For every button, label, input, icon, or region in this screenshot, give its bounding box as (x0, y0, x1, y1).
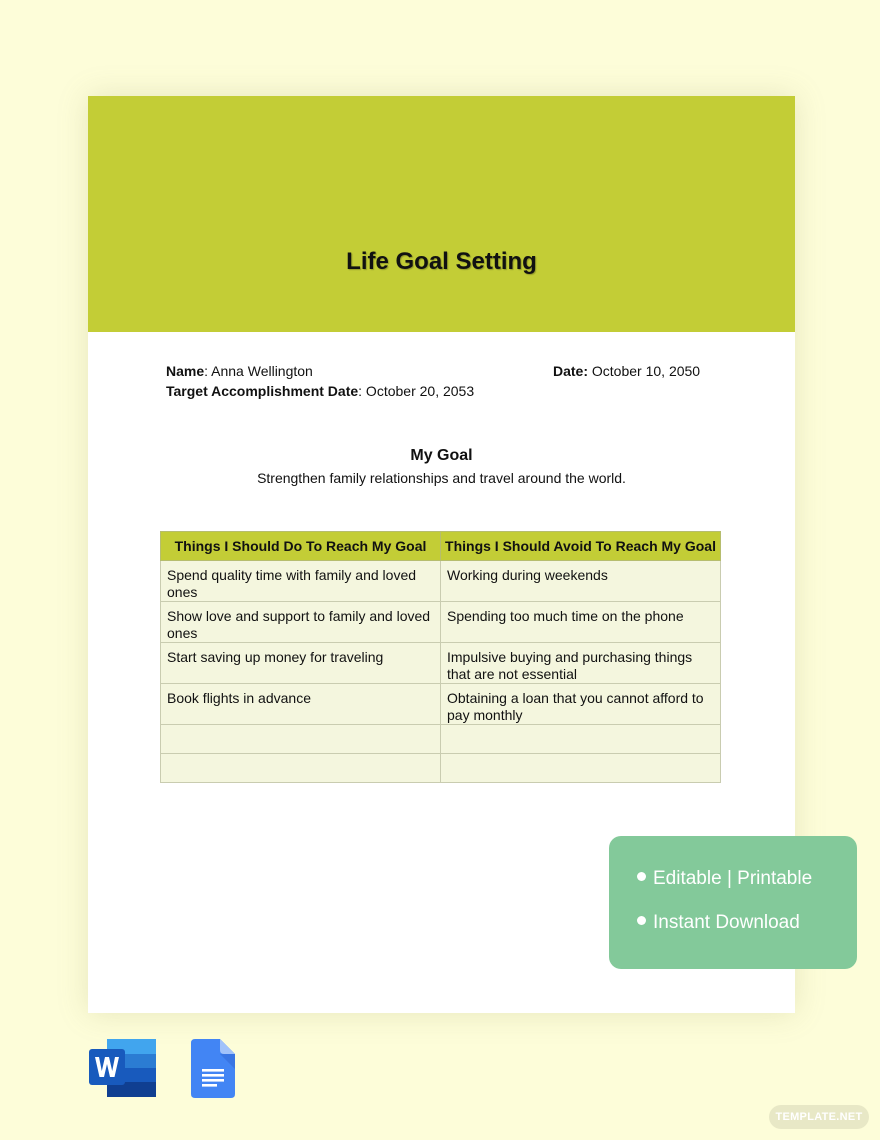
table-cell: Obtaining a loan that you cannot afford to pay monthly (441, 684, 721, 725)
date-line (553, 363, 700, 379)
target-date-line (166, 383, 474, 399)
bullet-icon (637, 916, 646, 925)
table-cell: Book flights in advance (161, 684, 441, 725)
table-cell (441, 754, 721, 783)
table-cell: Spend quality time with family and loved ones (161, 561, 441, 602)
template-watermark: TEMPLATE.NET (769, 1105, 869, 1129)
table-header-row (161, 532, 721, 561)
name-label: Name (166, 363, 205, 379)
table-row-empty (161, 754, 721, 783)
name-line (166, 363, 313, 379)
table-row (161, 684, 721, 725)
table-cell (441, 725, 721, 754)
goal-text: Strengthen family relationships and travel around the world. (257, 470, 626, 486)
date-label: Date: (553, 363, 589, 379)
table-cell: Show love and support to family and loved ones (161, 602, 441, 643)
header-do: Things I Should Do To Reach My Goal (161, 532, 441, 561)
target-date-value: : October 20, 2053 (358, 383, 475, 399)
google-docs-icon[interactable] (191, 1039, 235, 1098)
document-title: Life Goal Setting (346, 248, 537, 275)
feature-download (637, 912, 800, 934)
features-badge (609, 836, 857, 969)
feature-download-label: Instant Download (653, 912, 800, 933)
table-row (161, 561, 721, 602)
target-date-label: Target Accomplishment Date (166, 383, 359, 399)
table-cell: Working during weekends (441, 561, 721, 602)
table-row (161, 643, 721, 684)
bullet-icon (637, 872, 646, 881)
header-avoid: Things I Should Avoid To Reach My Goal (441, 532, 721, 561)
table-cell: Start saving up money for traveling (161, 643, 441, 684)
table-cell: Impulsive buying and purchasing things that are not essential (441, 643, 721, 684)
date-value: October 10, 2050 (588, 363, 701, 379)
title-banner (88, 96, 795, 332)
feature-editable (637, 868, 812, 890)
table-cell (161, 725, 441, 754)
goals-table (160, 531, 721, 783)
table-cell (161, 754, 441, 783)
feature-editable-label: Editable | Printable (653, 868, 813, 889)
table-cell: Spending too much time on the phone (441, 602, 721, 643)
table-row (161, 602, 721, 643)
microsoft-word-icon[interactable] (89, 1039, 156, 1097)
table-row-empty (161, 725, 721, 754)
name-value: : Anna Wellington (204, 363, 313, 379)
goal-heading: My Goal (410, 447, 473, 464)
